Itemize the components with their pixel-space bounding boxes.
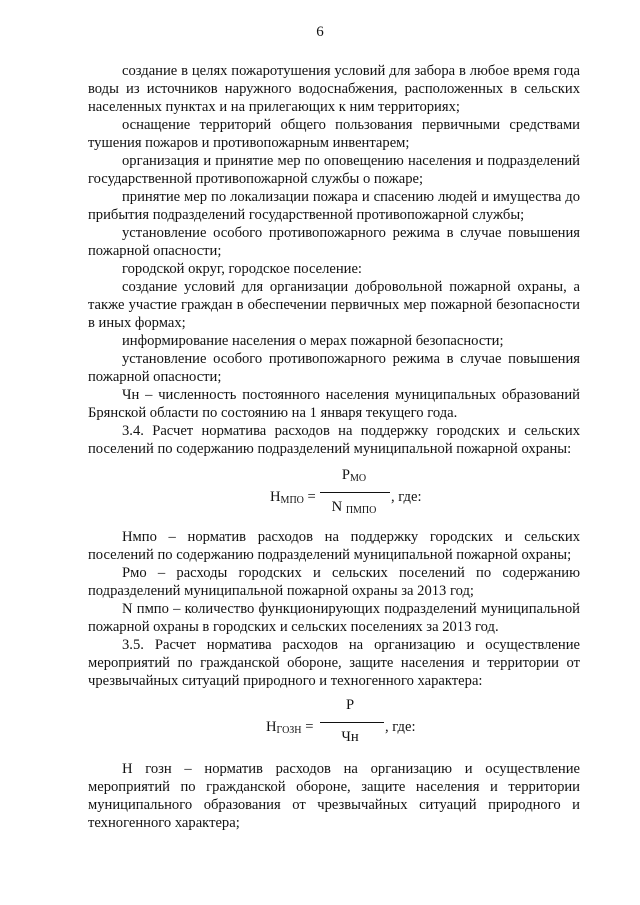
paragraph: Н гозн – норматив расходов на организацию и осуществление мероприятий по гражданской обороне, защите населения и территории муниципального образования от чрезвычайных ситуаций природного и техногенного характера; xyxy=(88,761,580,831)
formula-tail: , где: xyxy=(385,719,416,735)
paragraph: N пмпо – количество функционирующих подразделений муниципальной пожарной охраны в городских и сельских поселениях за 2013 год. xyxy=(88,601,580,635)
formula-denominator: Чн xyxy=(341,729,359,745)
paragraph: создание условий для организации добровольной пожарной охраны, а также участие граждан в обеспечении первичных мер пожарной безопасности в иных формах; xyxy=(88,279,580,331)
paragraph: создание в целях пожаротушения условий для забора в любое время года воды из источников наружного водоснабжения, расположенных в сельских населенных пунктах и на прилегающих к ним территориях; xyxy=(88,63,580,115)
paragraph: Чн – численность постоянного населения муниципальных образований Брянской области по состоянию на 1 января текущего года. xyxy=(88,387,580,421)
paragraph: 3.5. Расчет норматива расходов на организацию и осуществление мероприятий по гражданской обороне, защите населения и территории от чрезвычайных ситуаций природного и техногенного характера: xyxy=(88,637,580,689)
document-body xyxy=(88,62,580,832)
paragraph: 3.4. Расчет норматива расходов на поддержку городских и сельских поселений по содержанию подразделений муниципальной пожарной охраны: xyxy=(88,423,580,457)
fraction-bar xyxy=(320,722,384,723)
paragraph: организация и принятие мер по оповещению населения и подразделений государственной противопожарной службы о пожаре; xyxy=(88,153,580,187)
paragraph: Нмпо – норматив расходов на поддержку городских и сельских поселений по содержанию подразделений муниципальной пожарной охраны; xyxy=(88,529,580,563)
paragraph: оснащение территорий общего пользования первичными средствами тушения пожаров и противопожарным инвентарем; xyxy=(88,117,580,151)
paragraph: установление особого противопожарного режима в случае повышения пожарной опасности; xyxy=(88,351,580,385)
fraction-bar xyxy=(320,492,390,493)
formula-gozn xyxy=(88,690,580,760)
formula-tail: , где: xyxy=(391,489,422,505)
formula-lhs: $Н_{ГОЗН}$ = xyxy=(266,719,314,736)
page-number: 6 xyxy=(316,24,324,40)
formula-lhs: $Н_{МПО}$ = xyxy=(270,489,316,506)
formula-denominator: N $_{ПМПО}$ xyxy=(331,499,377,516)
paragraph: принятие мер по локализации пожара и спасению людей и имущества до прибытия подразделений государственной противопожарной службы; xyxy=(88,189,580,223)
formula-numerator: $Р_{МО}$ xyxy=(341,467,367,484)
formula-numerator: Р xyxy=(345,697,355,713)
paragraph: Рмо – расходы городских и сельских поселений по содержанию подразделений муниципальной пожарной охраны за 2013 год; xyxy=(88,565,580,599)
paragraph: городской округ, городское поселение: xyxy=(122,261,362,277)
paragraph: информирование населения о мерах пожарной безопасности; xyxy=(122,333,504,349)
formula-mpo xyxy=(88,458,580,528)
paragraph: установление особого противопожарного режима в случае повышения пожарной опасности; xyxy=(88,225,580,259)
